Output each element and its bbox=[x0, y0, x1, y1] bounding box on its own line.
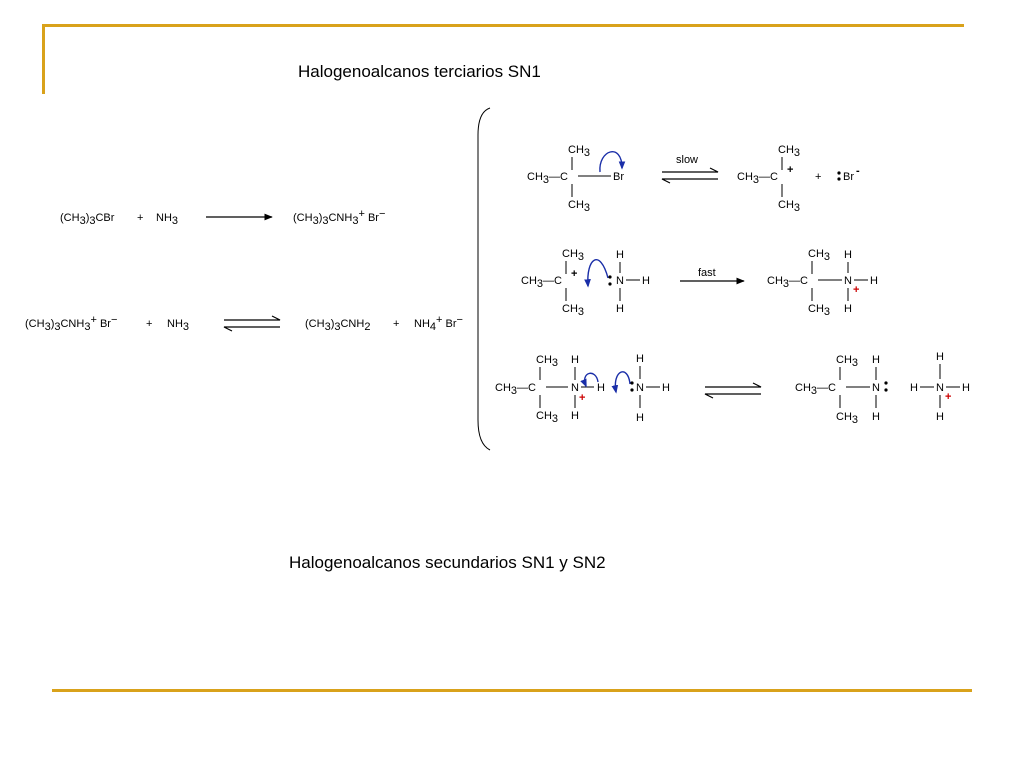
step3-ammonium-h-left: H bbox=[910, 382, 918, 394]
r1-product: (CH3)3CNH3+ Br− bbox=[293, 208, 386, 227]
step1-plus-charge: + bbox=[787, 164, 794, 176]
step2-product-plus: + bbox=[853, 284, 860, 296]
step3-ammonium-plus: + bbox=[945, 391, 952, 403]
step2-product-nitrogen: N bbox=[844, 275, 852, 287]
step3-product-methyl-top: CH3 bbox=[836, 354, 859, 369]
step3-nh3-nitrogen: N bbox=[636, 382, 644, 394]
step2-product-methyl-top: CH3 bbox=[808, 248, 831, 263]
step2-product-center: CH3—C bbox=[767, 275, 808, 290]
r2-reactant2: NH3 bbox=[167, 318, 190, 333]
step2-product-h-right: H bbox=[870, 275, 878, 287]
step3-nh3-h-right: H bbox=[662, 382, 670, 394]
mechanism-brace bbox=[478, 108, 490, 450]
title-secondary: Halogenoalcanos secundarios SN1 y SN2 bbox=[289, 553, 606, 572]
reaction-2 bbox=[25, 314, 463, 333]
step2-product-h-bottom: H bbox=[844, 303, 852, 315]
curved-electron-arrow-icon bbox=[588, 260, 608, 286]
mechanism-step-3 bbox=[495, 351, 970, 426]
step2-cation: CH3—C bbox=[521, 275, 562, 290]
step1-methyl-top: CH3 bbox=[568, 144, 591, 159]
step3-plus-charge: + bbox=[579, 392, 586, 404]
step3-product-h-bottom: H bbox=[872, 411, 880, 423]
step3-nh3-h-bottom: H bbox=[636, 412, 644, 424]
equilibrium-arrows-icon bbox=[662, 168, 718, 183]
step3-h-right: H bbox=[597, 382, 605, 394]
mechanism-step-1 bbox=[527, 144, 860, 214]
step1-leaving: Br bbox=[613, 171, 624, 183]
step3-h-top: H bbox=[571, 354, 579, 366]
step2-methyl-top: CH3 bbox=[562, 248, 585, 263]
equilibrium-arrows-icon bbox=[224, 316, 280, 331]
r2-reactant1: (CH3)3CNH3+ Br− bbox=[25, 314, 118, 333]
step2-h-bottom: H bbox=[616, 303, 624, 315]
r1-reactant1: (CH3)3CBr bbox=[60, 212, 115, 227]
step1-minus-charge: - bbox=[856, 165, 860, 177]
mechanism-step-2 bbox=[521, 248, 878, 318]
step3-h-bottom: H bbox=[571, 410, 579, 422]
step3-ammonium-h-bottom: H bbox=[936, 411, 944, 423]
step3-product-h-top: H bbox=[872, 354, 880, 366]
step3-methyl-bottom: CH3 bbox=[536, 410, 559, 425]
r2-product2: NH4+ Br− bbox=[414, 314, 463, 333]
step2-nitrogen: N bbox=[616, 275, 624, 287]
step1-methyl-bottom: CH3 bbox=[568, 199, 591, 214]
title-tertiary: Halogenoalcanos terciarios SN1 bbox=[298, 62, 541, 81]
r1-plus: + bbox=[137, 212, 144, 224]
curved-electron-arrow-icon bbox=[585, 373, 598, 386]
reaction-1 bbox=[60, 208, 385, 227]
r1-reactant2: NH3 bbox=[156, 212, 179, 227]
step3-product-nitrogen: N bbox=[872, 382, 880, 394]
step3-product-center: CH3—C bbox=[795, 382, 836, 397]
step2-h-top: H bbox=[616, 249, 624, 261]
curved-electron-arrow-icon bbox=[615, 372, 630, 392]
step3-methyl-top: CH3 bbox=[536, 354, 559, 369]
step1-cation: CH3—C bbox=[737, 171, 778, 186]
step2-product-methyl-bottom: CH3 bbox=[808, 303, 831, 318]
step1-cation-methyl-bottom: CH3 bbox=[778, 199, 801, 214]
step2-arrow-label: fast bbox=[698, 267, 716, 279]
step3-nh3-h-top: H bbox=[636, 353, 644, 365]
step1-arrow-label: slow bbox=[676, 154, 699, 166]
equilibrium-arrows-icon bbox=[705, 383, 761, 398]
step2-methyl-bottom: CH3 bbox=[562, 303, 585, 318]
step1-substrate-center: CH3—C bbox=[527, 171, 568, 186]
r2-plus1: + bbox=[146, 318, 153, 330]
step2-h-right: H bbox=[642, 275, 650, 287]
step3-product-methyl-bottom: CH3 bbox=[836, 411, 859, 426]
step1-plus: + bbox=[815, 171, 822, 183]
step2-product-h-top: H bbox=[844, 249, 852, 261]
r2-product1: (CH3)3CNH2 bbox=[305, 318, 371, 333]
step3-left-center: CH3—C bbox=[495, 382, 536, 397]
r2-plus2: + bbox=[393, 318, 400, 330]
step3-ammonium-h-top: H bbox=[936, 351, 944, 363]
step3-ammonium-h-right: H bbox=[962, 382, 970, 394]
step3-ammonium-nitrogen: N bbox=[936, 382, 944, 394]
step2-plus-charge: + bbox=[571, 268, 578, 280]
step1-bromide: Br bbox=[843, 171, 854, 183]
step1-cation-methyl-top: CH3 bbox=[778, 144, 801, 159]
step3-nitrogen: N bbox=[571, 382, 579, 394]
curved-electron-arrow-icon bbox=[600, 152, 622, 172]
